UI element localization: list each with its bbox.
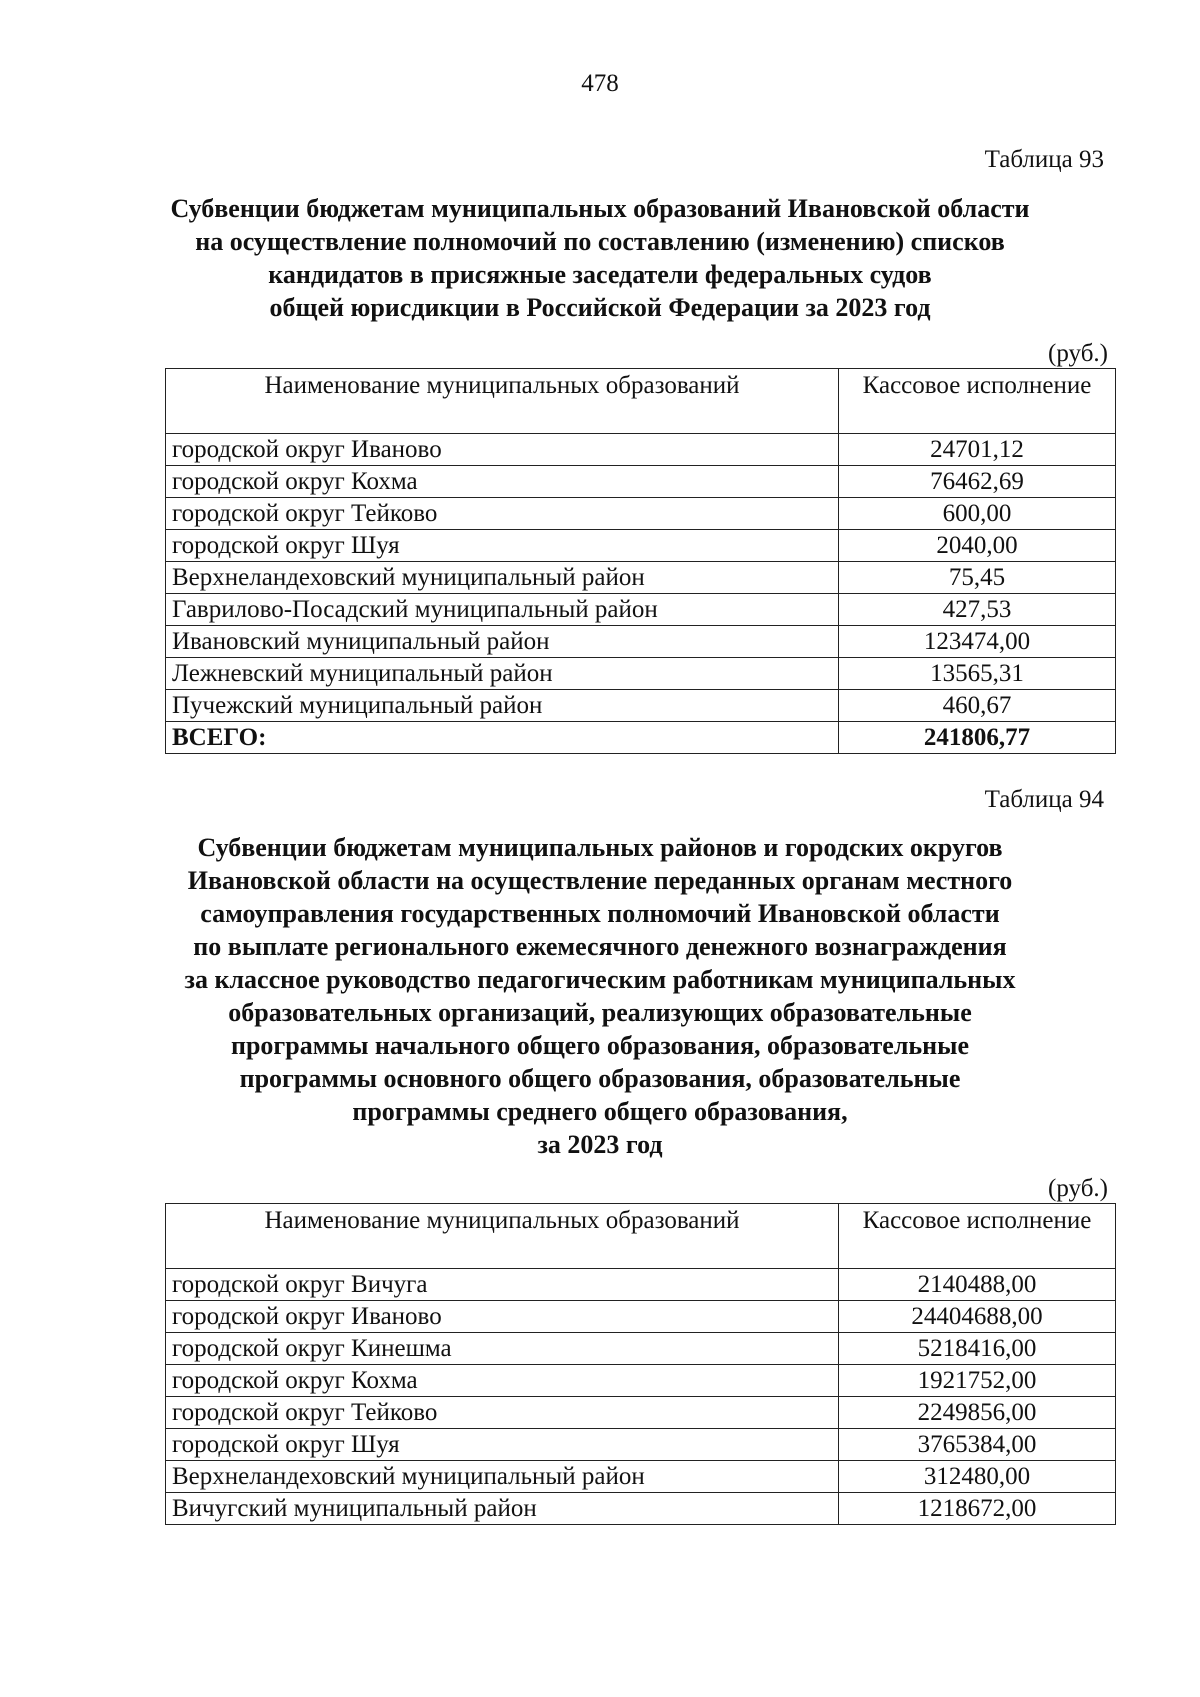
row-value: 123474,00 <box>839 626 1116 658</box>
page-number: 478 <box>581 70 619 97</box>
row-value: 2040,00 <box>839 530 1116 562</box>
title-line: Субвенции бюджетам муниципальных районов и городских округов <box>197 833 1003 862</box>
table-93-unit: (руб.) <box>1048 340 1108 367</box>
header-name: Наименование муниципальных образований <box>166 369 839 434</box>
table-row <box>166 434 1116 466</box>
row-name: Пучежский муниципальный район <box>166 690 839 722</box>
row-name: городской округ Тейково <box>166 1397 839 1429</box>
row-name: городской округ Кохма <box>166 466 839 498</box>
title-line: самоуправления государственных полномочий Ивановской области <box>200 899 1000 928</box>
row-value: 1921752,00 <box>839 1365 1116 1397</box>
table-row <box>166 1269 1116 1301</box>
table-row <box>166 1397 1116 1429</box>
row-value: 312480,00 <box>839 1461 1116 1493</box>
row-name: Лежневский муниципальный район <box>166 658 839 690</box>
row-value: 76462,69 <box>839 466 1116 498</box>
title-line: за классное руководство педагогическим работникам муниципальных <box>184 965 1016 994</box>
table-row <box>166 498 1116 530</box>
table-row <box>166 1333 1116 1365</box>
table-94-title <box>150 831 1050 1161</box>
title-line: программы среднего общего образования, <box>352 1097 848 1126</box>
header-value: Кассовое исполнение <box>839 1204 1116 1269</box>
table-93 <box>165 368 1116 754</box>
row-name: городской округ Вичуга <box>166 1269 839 1301</box>
table-row <box>166 626 1116 658</box>
table-row <box>166 1493 1116 1525</box>
row-value: 427,53 <box>839 594 1116 626</box>
table-94 <box>165 1203 1116 1525</box>
header-value: Кассовое исполнение <box>839 369 1116 434</box>
row-name: Верхнеландеховский муниципальный район <box>166 562 839 594</box>
row-name: городской округ Иваново <box>166 1301 839 1333</box>
row-value: 3765384,00 <box>839 1429 1116 1461</box>
table-row <box>166 562 1116 594</box>
table-94-unit: (руб.) <box>1048 1175 1108 1202</box>
table-header-row <box>166 369 1116 434</box>
title-line: программы основного общего образования, образовательные <box>239 1064 961 1093</box>
row-value: 600,00 <box>839 498 1116 530</box>
row-name: городской округ Кинешма <box>166 1333 839 1365</box>
row-value: 75,45 <box>839 562 1116 594</box>
row-value: 24404688,00 <box>839 1301 1116 1333</box>
title-line: программы начального общего образования, образовательные <box>230 1031 969 1060</box>
table-row <box>166 658 1116 690</box>
row-name: городской округ Иваново <box>166 434 839 466</box>
title-line: Субвенции бюджетам муниципальных образований Ивановской области <box>170 194 1030 223</box>
row-name: Ивановский муниципальный район <box>166 626 839 658</box>
row-name: Верхнеландеховский муниципальный район <box>166 1461 839 1493</box>
table-header-row <box>166 1204 1116 1269</box>
table-row <box>166 1429 1116 1461</box>
table-row <box>166 594 1116 626</box>
title-line: образовательных организаций, реализующих образовательные <box>228 998 972 1027</box>
row-name: городской округ Кохма <box>166 1365 839 1397</box>
table-row <box>166 466 1116 498</box>
total-label: ВСЕГО: <box>166 722 839 754</box>
total-row <box>166 722 1116 754</box>
row-value: 2140488,00 <box>839 1269 1116 1301</box>
table-row <box>166 690 1116 722</box>
row-name: Гаврилово-Посадский муниципальный район <box>166 594 839 626</box>
row-name: городской округ Тейково <box>166 498 839 530</box>
table-93-title <box>150 192 1050 324</box>
row-value: 460,67 <box>839 690 1116 722</box>
table-row <box>166 530 1116 562</box>
title-line: на осуществление полномочий по составлению (изменению) списков <box>195 227 1005 256</box>
header-name: Наименование муниципальных образований <box>166 1204 839 1269</box>
title-line: Ивановской области на осуществление переданных органам местного <box>187 866 1013 895</box>
table-93-label: Таблица 93 <box>984 146 1104 173</box>
row-value: 1218672,00 <box>839 1493 1116 1525</box>
title-line: за 2023 год <box>537 1130 663 1159</box>
row-value: 13565,31 <box>839 658 1116 690</box>
table-row <box>166 1365 1116 1397</box>
row-name: городской округ Шуя <box>166 1429 839 1461</box>
table-row <box>166 1461 1116 1493</box>
title-line: по выплате регионального ежемесячного денежного вознаграждения <box>193 932 1007 961</box>
row-value: 5218416,00 <box>839 1333 1116 1365</box>
title-line: общей юрисдикции в Российской Федерации за 2023 год <box>269 293 931 322</box>
row-value: 24701,12 <box>839 434 1116 466</box>
title-line: кандидатов в присяжные заседатели федеральных судов <box>268 260 932 289</box>
table-row <box>166 1301 1116 1333</box>
row-value: 2249856,00 <box>839 1397 1116 1429</box>
table-94-label: Таблица 94 <box>984 786 1104 813</box>
total-value: 241806,77 <box>839 722 1116 754</box>
row-name: Вичугский муниципальный район <box>166 1493 839 1525</box>
row-name: городской округ Шуя <box>166 530 839 562</box>
